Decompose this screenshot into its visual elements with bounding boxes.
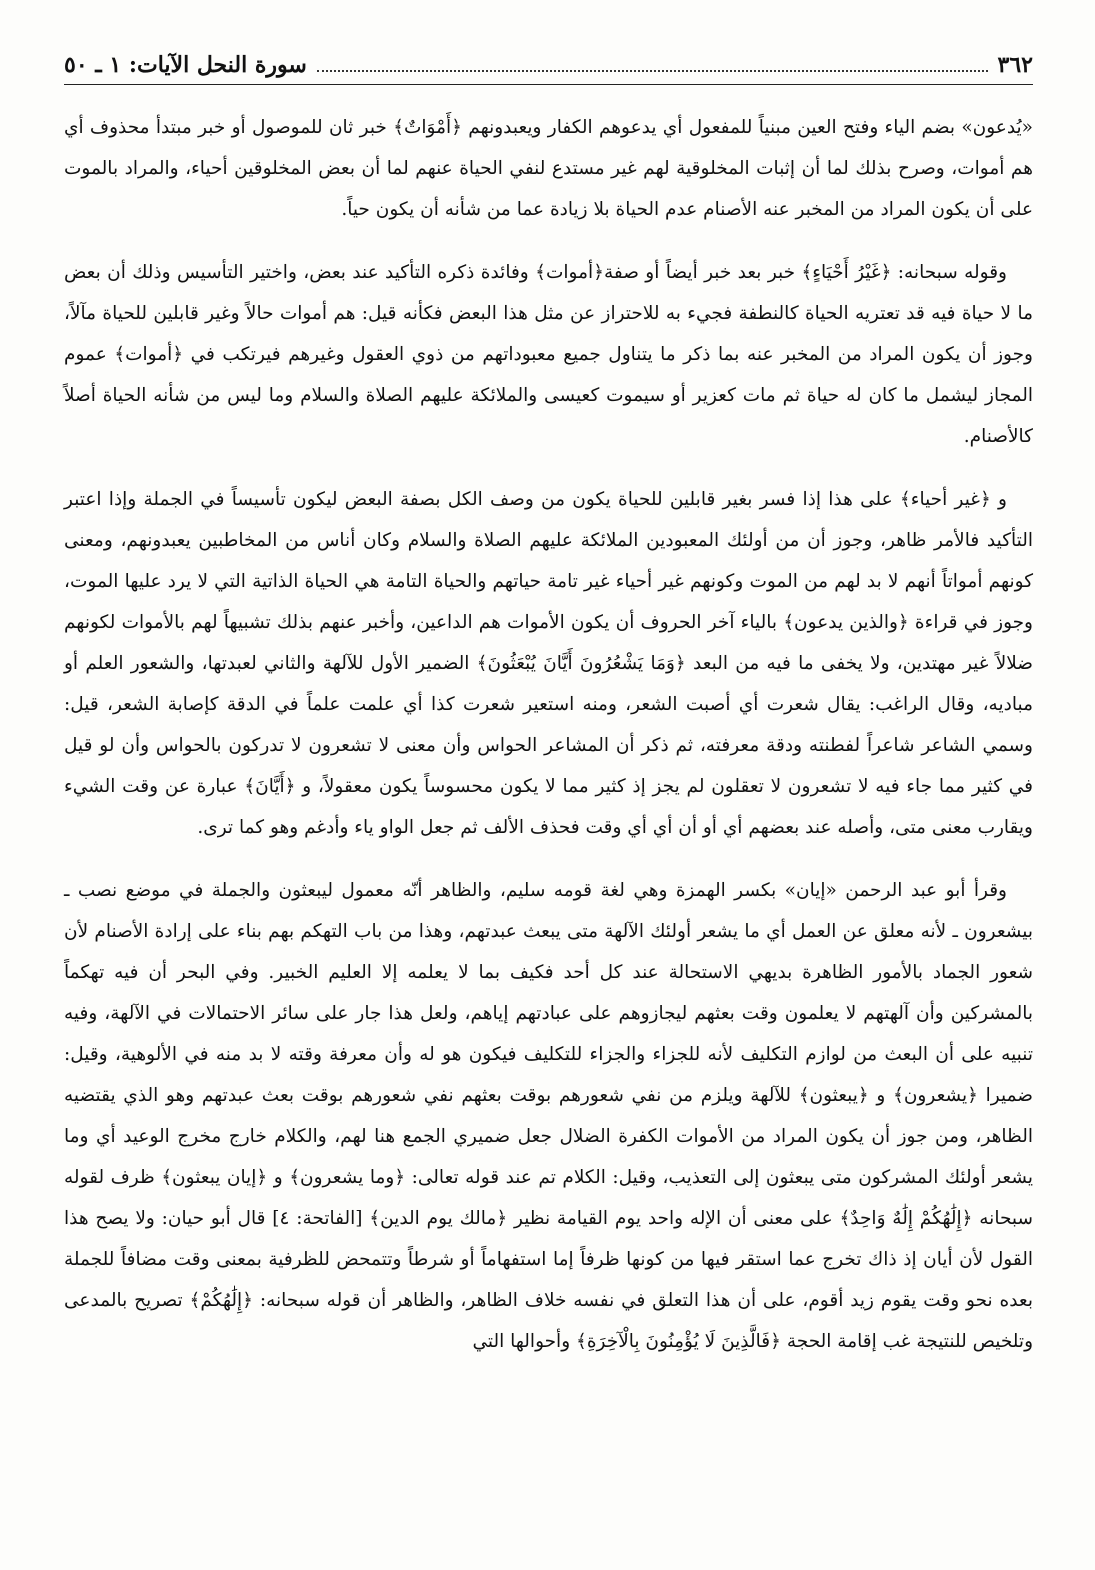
- paragraph-4: وقرأ أبو عبد الرحمن «إيان» بكسر الهمزة وهي لغة قومه سليم، والظاهر أنّه معمول ليبعثون والجملة في موضع نصب ـ بيشعرون ـ لأنه معلق عن العمل أي ما يشعر أولئك الآلهة متى يبعث عبدتهم، وهذا من باب التهكم بهم بناء على إرادة الأصنام لأن شعور الجماد بالأمور الظاهرة بديهي الاستحالة عند كل أحد فكيف بما لا يعلمه إلا العليم الخبير. وفي البحر أن فيه تهكماً بالمشركين وأن آلهتهم لا يعلمون وقت بعثهم ليجازوهم على عبادتهم إياهم، ولعل هذا جار على سائر الاحتمالات في الآلهة، وفيه تنبيه على أن البعث من لوازم التكليف لأنه للجزاء والجزاء للتكليف فيكون هو له وأن معرفة وقته لا بد منه في الألوهية، وقيل: ضميرا ﴿يشعرون﴾ و ﴿يبعثون﴾ للآلهة ويلزم من نفي شعورهم بوقت بعثهم نفي شعورهم بوقت بعث عبدتهم وهو الذي يقتضيه الظاهر، ومن جوز أن يكون المراد من الأموات الكفرة الضلال جعل ضميري الجمع هنا لهم، والكلام خارج مخرج الوعيد أي وما يشعر أولئك المشركون متى يبعثون إلى التعذيب، وقيل: الكلام تم عند قوله تعالى: ﴿وما يشعرون﴾ و ﴿إيان يبعثون﴾ ظرف لقوله سبحانه ﴿إِلَٰهُكُمْ إِلَٰهٌ وَاحِدٌ﴾ على معنى أن الإله واحد يوم القيامة نظير ﴿مالك يوم الدين﴾ [الفاتحة: ٤] قال أبو حيان: ولا يصح هذا القول لأن أيان إذ ذاك تخرج عما استقر فيها من كونها ظرفاً إما استفهاماً أو شرطاً وتتمحض للظرفية بمعنى وقت مضافاً للجملة بعده نحو وقت يقوم زيد أقوم، على أن هذا التعلق في نفسه خلاف الظاهر، والظاهر أن قوله سبحانه: ﴿إِلَٰهُكُمْ﴾ تصريح بالمدعى وتلخيص للنتيجة غب إقامة الحجة ﴿فَالَّذِينَ لَا يُؤْمِنُونَ بِالْآخِرَةِ﴾ وأحوالها التي: [64, 880, 1033, 1352]
- paragraph-1: «يُدعون» بضم الياء وفتح العين مبنياً للمفعول أي يدعوهم الكفار ويعبدونهم ﴿أَمْوَاتٌ﴾ خبر ثان للموصول أو خبر مبتدأ محذوف أي هم أموات، وصرح بذلك لما أن إثبات المخلوقية لهم غير مستدع لنفي الحياة عنهم لما أن بعض المخلوقين أحياء، والمراد بالموت على أن يكون المراد من المخبر عنه الأصنام عدم الحياة بلا زيادة عما من شأنه أن يكون حياً.: [64, 117, 1033, 220]
- paragraph-3: و ﴿غير أحياء﴾ على هذا إذا فسر بغير قابلين للحياة يكون من وصف الكل بصفة البعض ليكون تأسيساً في الجملة وإذا اعتبر التأكيد فالأمر ظاهر، وجوز أن من أولئك المعبودين الملائكة عليهم الصلاة والسلام وكان أناس من المخاطبين يعبدونهم، ومعنى كونهم أمواتاً أنهم لا بد لهم من الموت وكونهم غير أحياء غير تامة حياتهم والحياة التامة هي الحياة الذاتية التي لا يرد عليها الموت، وجوز في قراءة ﴿والذين يدعون﴾ بالياء آخر الحروف أن يكون الأموات هم الداعين، وأخبر عنهم بذلك تشبيهاً لهم بالأموات لكونهم ضلالاً غير مهتدين، ولا يخفى ما فيه من البعد ﴿وَمَا يَشْعُرُونَ أَيَّانَ يُبْعَثُونَ﴾ الضمير الأول للآلهة والثاني لعبدتها، والشعور العلم أو مباديه، وقال الراغب: يقال شعرت أي أصبت الشعر، ومنه استعير شعرت كذا أي علمت علماً في الدقة كإصابة الشعر، قيل: وسمي الشاعر شاعراً لفطنته ودقة معرفته، ثم ذكر أن المشاعر الحواس وأن معنى لا تشعرون لا تدركون بالحواس وأن لو قيل في كثير مما جاء فيه لا تشعرون لا تعقلون لم يجز إذ كثير مما لا يكون محسوساً يكون معقولاً، و ﴿أَيَّانَ﴾ عبارة عن وقت الشيء ويقارب معنى متى، وأصله عند بعضهم أي أو أن أي أي وقت فحذف الألف ثم جعل الواو ياء وأدغم وهو كما ترى.: [64, 489, 1033, 838]
- running-header: [64, 52, 1033, 85]
- surah-title: سورة النحل الآيات: ١ ـ ٥٠: [64, 52, 307, 78]
- leader-dots: [317, 58, 988, 72]
- page-body: [64, 107, 1033, 1362]
- page-number: ٣٦٢: [997, 52, 1033, 78]
- paragraph-2: وقوله سبحانه: ﴿غَيْرُ أَحْيَاءٍ﴾ خبر بعد خبر أيضاً أو صفة﴿أموات﴾ وفائدة ذكره التأكيد عند بعض، واختير التأسيس وذلك أن بعض ما لا حياة فيه قد تعتريه الحياة كالنطفة فجيء به للاحتراز عن مثل هذا البعض فكأنه قيل: هم أموات حالاً وغير قابلين للحياة مآلاً، وجوز أن يكون المراد من المخبر عنه بما ذكر ما يتناول جميع معبوداتهم من ذوي العقول وغيرهم فيرتكب في ﴿أموات﴾ عموم المجاز ليشمل ما كان له حياة ثم مات كعزير أو سيموت كعيسى والملائكة عليهم الصلاة والسلام وما ليس من شأنه الحياة أصلاً كالأصنام.: [64, 262, 1033, 447]
